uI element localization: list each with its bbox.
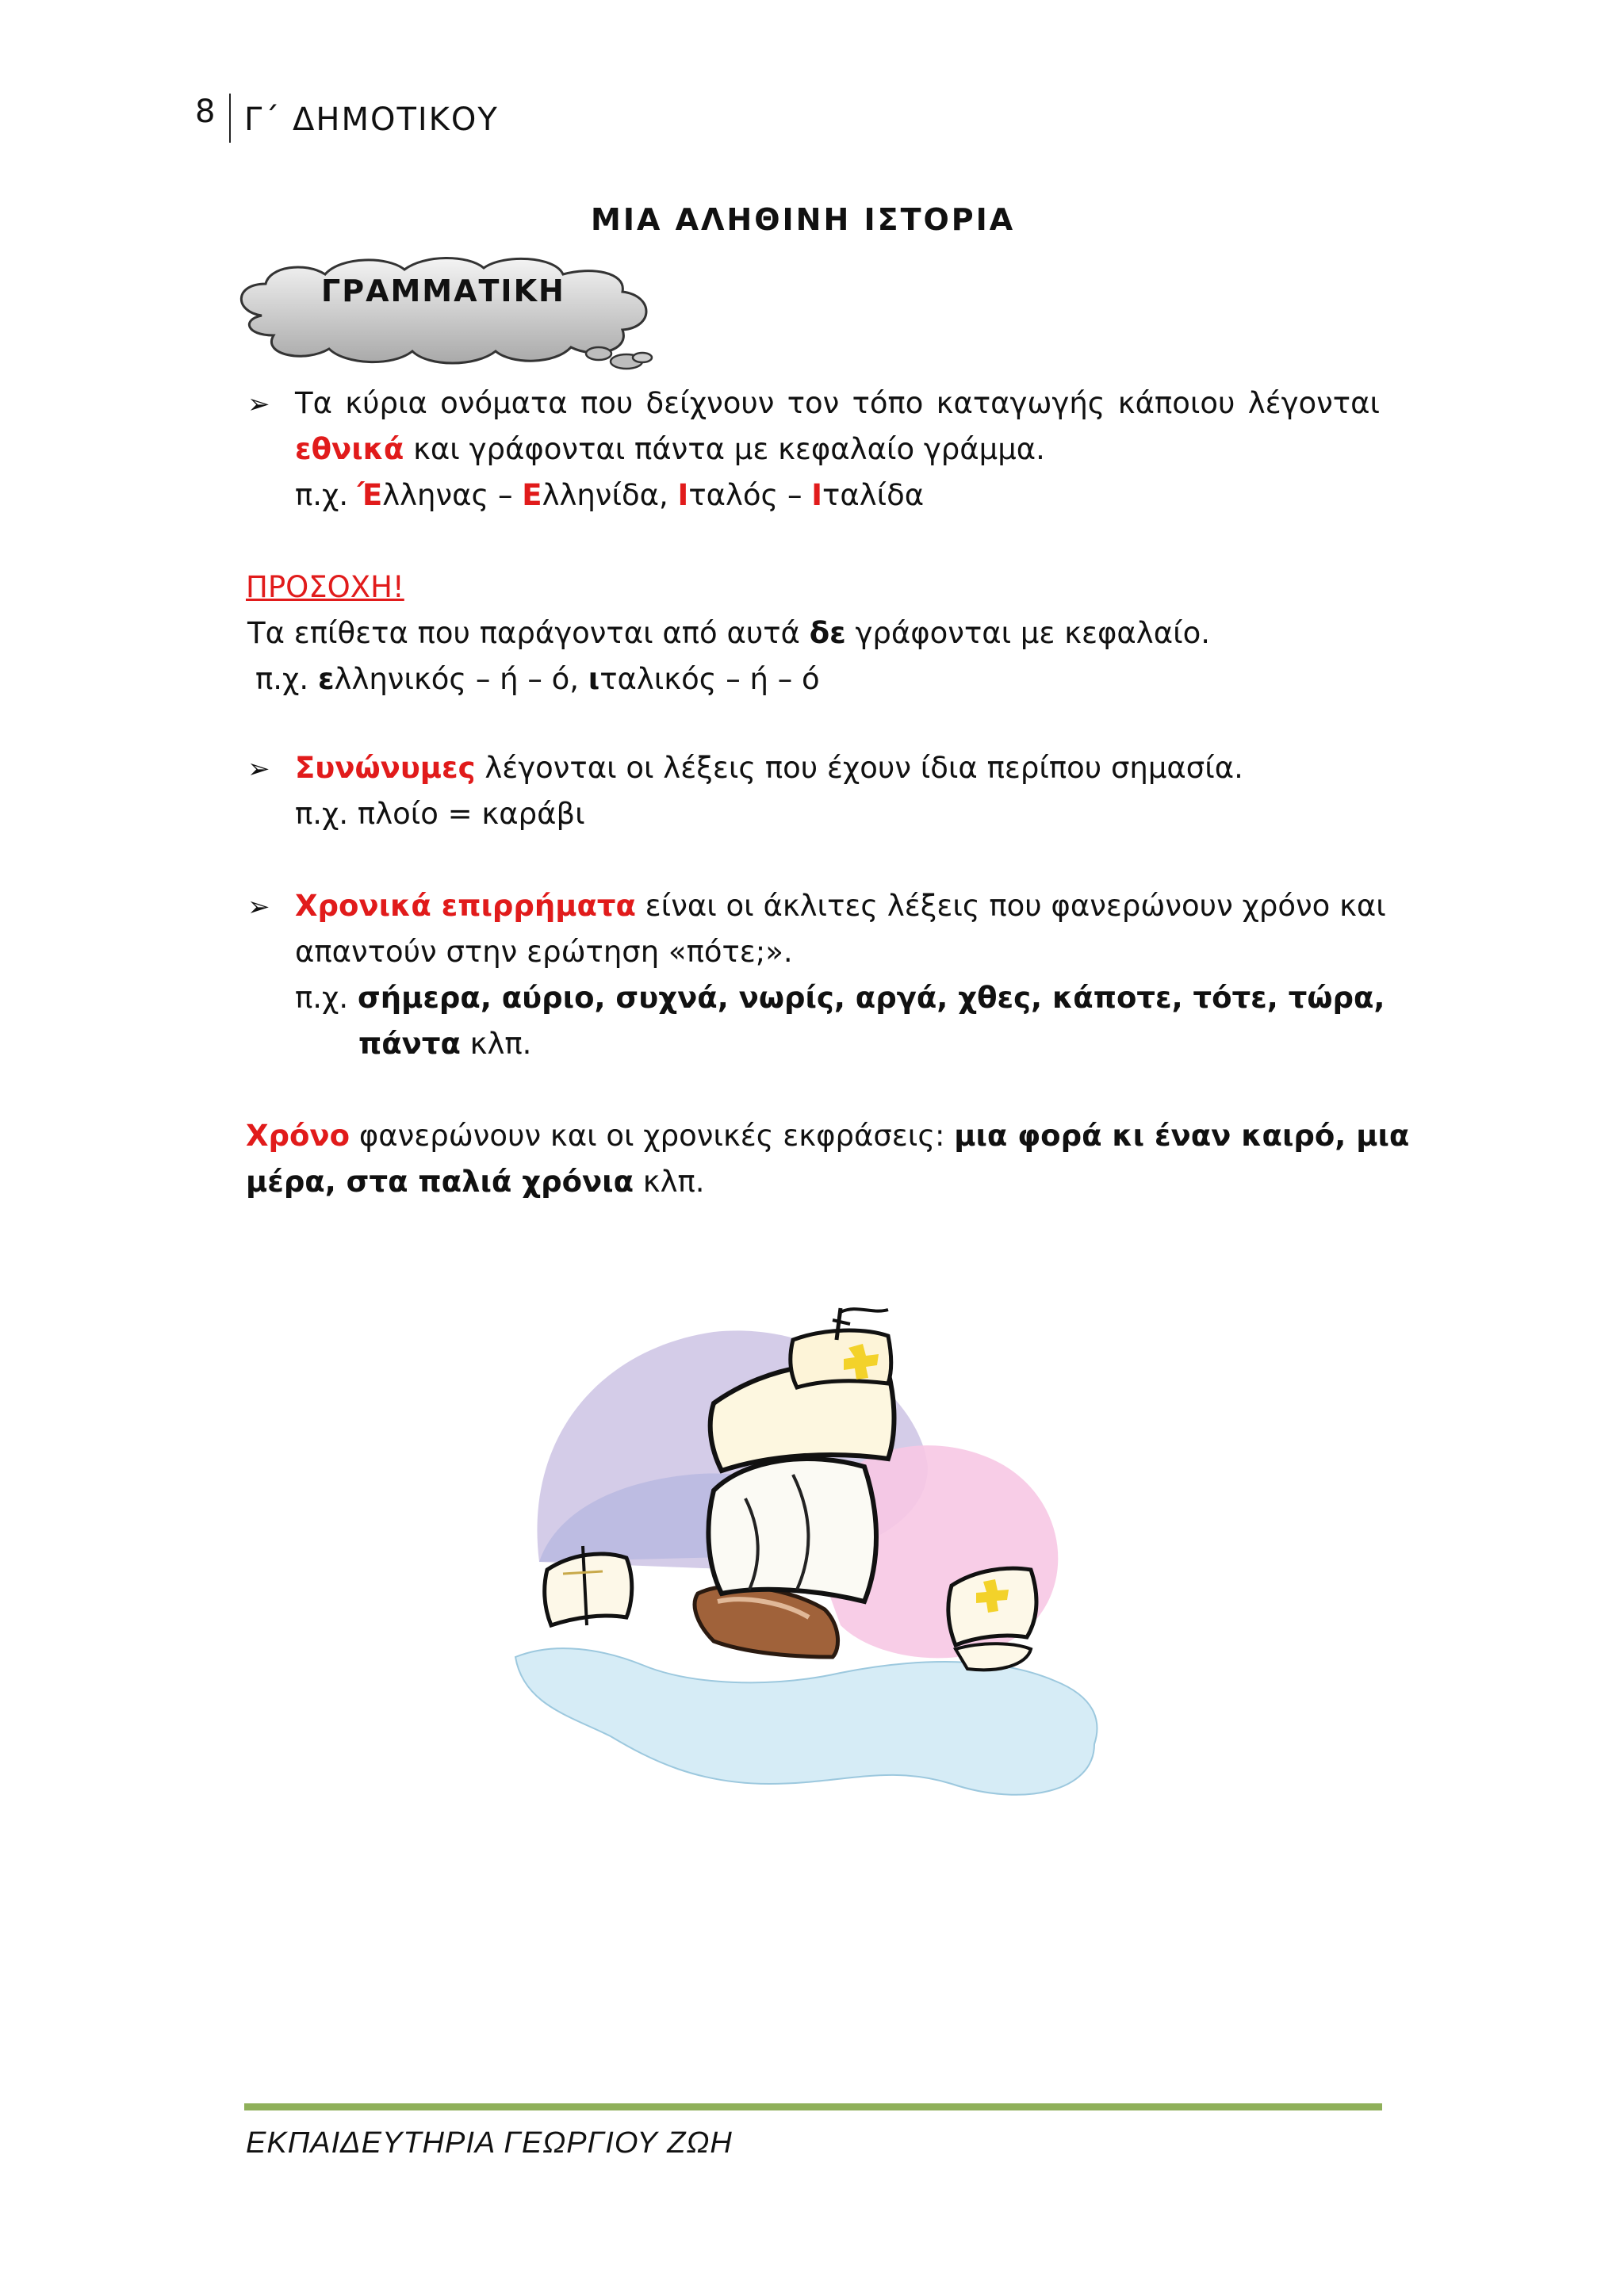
section1-example: π.χ. Έλληνας – Ελληνίδα, Ιταλός – Ιταλίδα (295, 478, 925, 512)
section2-example: π.χ. πλοίο = καράβι (295, 797, 585, 831)
section2-line: Συνώνυμες λέγονται οι λέξεις που έχουν ίδια περίπου σημασία. (295, 751, 1243, 785)
footer-divider (244, 2103, 1382, 2110)
footer-text: ΕΚΠΑΙΔΕΥΤΗΡΙΑ ΓΕΩΡΓΙΟΥ ΖΩΗ (246, 2126, 733, 2160)
bullet-arrow-icon: ➢ (247, 891, 270, 923)
bullet-arrow-icon: ➢ (247, 753, 270, 785)
section3-example: π.χ. σήμερα, αύριο, συχνά, νωρίς, αργά, χθες, κάποτε, τότε, τώρα, (295, 981, 1385, 1015)
header-subject: Γ΄ ΔΗΜΟΤΙΚΟΥ (244, 101, 499, 138)
page-number: 8 (195, 94, 216, 130)
document-title: ΜΙΑ ΑΛΗΘΙΝΗ ΙΣΤΟΡΙΑ (591, 202, 1016, 237)
section4-line1: Χρόνο φανερώνουν και οι χρονικές εκφράσεις: μια φορά κι έναν καιρό, μια (246, 1119, 1410, 1153)
section3-line1: Χρονικά επιρρήματα είναι οι άκλιτες λέξεις που φανερώνουν χρόνο και (295, 889, 1386, 923)
bullet-arrow-icon: ➢ (247, 388, 270, 420)
section3-line2: απαντούν στην ερώτηση «πότε;». (295, 935, 793, 969)
header-divider (229, 94, 231, 143)
section4-line2: μέρα, στα παλιά χρόνια κλπ. (246, 1165, 705, 1199)
section3-example-cont: πάντα κλπ. (358, 1027, 532, 1061)
term-ethnika: εθνικά (295, 432, 404, 466)
thought-cloud-icon (230, 252, 674, 379)
attention-example: π.χ. ελληνικός – ή – ό, ιταλικός – ή – ό (255, 662, 820, 696)
section1-line2: εθνικά και γράφονται πάντα με κεφαλαίο γράμμα. (295, 432, 1045, 466)
section1-line1: Τα κύρια ονόματα που δείχνουν τον τόπο καταγωγής κάποιου λέγονται (295, 386, 1380, 420)
sailing-ship-icon (508, 1276, 1110, 1816)
cloud-label: ΓΡΑΜΜΑΤΙΚΗ (321, 274, 565, 308)
attention-line: Τα επίθετα που παράγονται από αυτά δε γράφονται με κεφαλαίο. (247, 616, 1211, 650)
attention-heading: ΠΡΟΣΟΧΗ! (246, 570, 404, 604)
